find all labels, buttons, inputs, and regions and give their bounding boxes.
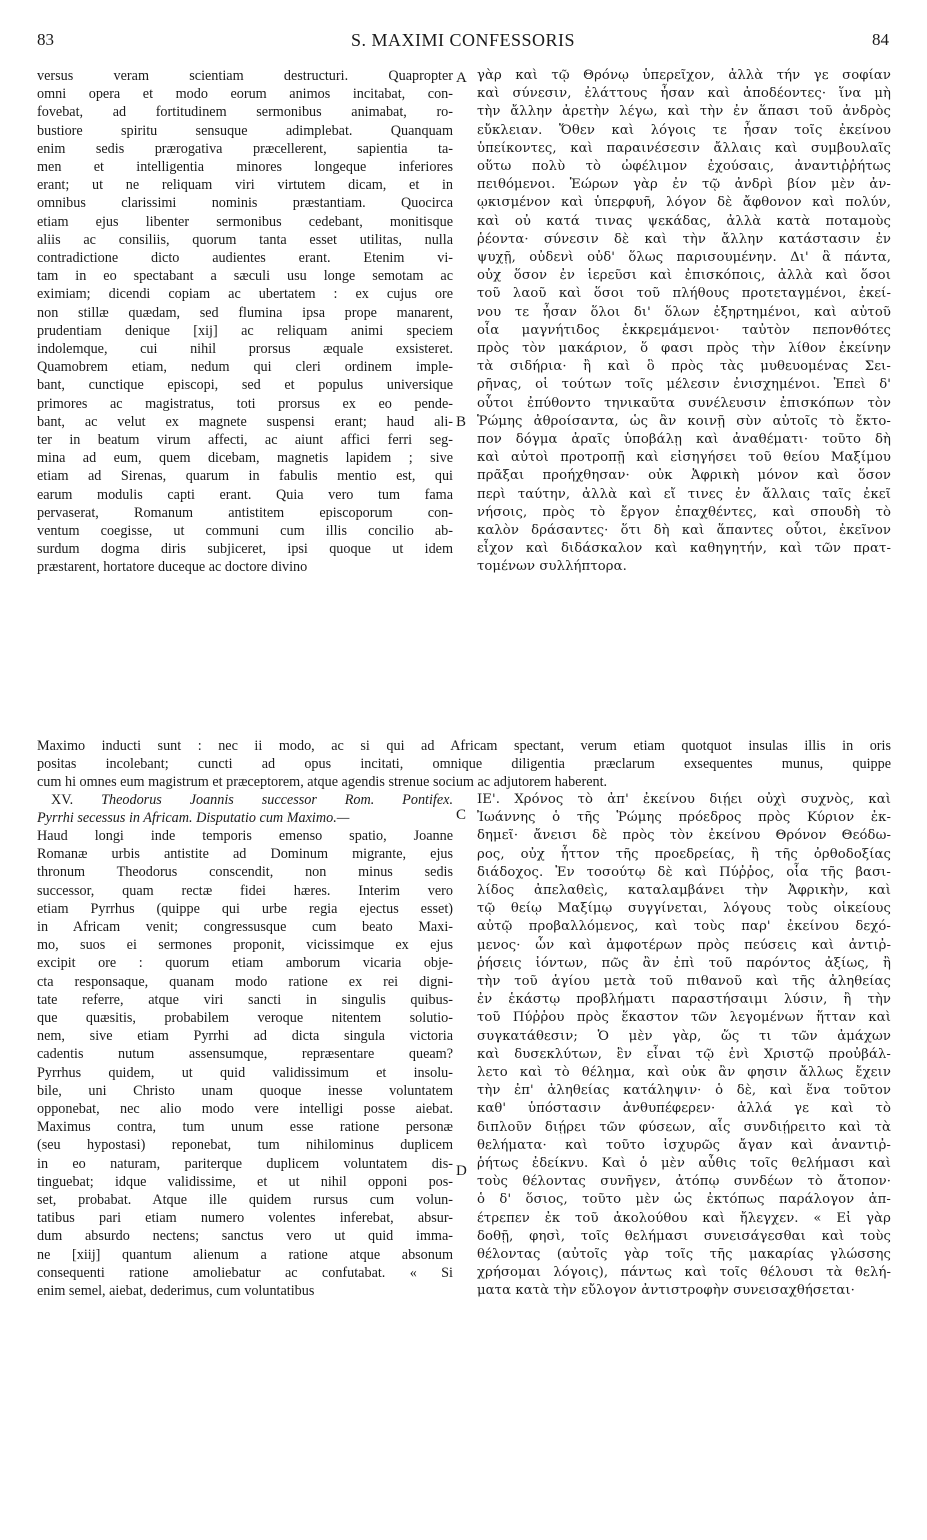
greek-bottom-line: ὁ δ' ὅσιος, τοῦτο μὲν ὡς ἐκτόπως παράλογον ἀπ- [477, 1192, 891, 1208]
greek-top-line: πον δόγμα ἀραῖς ὑποβάλῃ καὶ ἀναθέματι· τοῦτο δὴ [477, 432, 891, 448]
latin-bottom-line: in eo naturam, pariterque duplicem voluntatem dis- [37, 1155, 453, 1172]
latin-bottom-line: nem, sive etiam Pyrrhi ad dicta singula victoria [37, 1028, 453, 1045]
latin-bottom-line: cadentis nutum assensumque, repræsentare queam? [37, 1046, 453, 1063]
greek-bottom-line: θέλοντας (αὐτοῖς γὰρ τοῖς τῆς μακαρίας γλώσσης [477, 1247, 891, 1263]
section-title-part-1: Theodorus Joannis successor Rom. Pontifex. [101, 792, 454, 808]
greek-top-line: εἶχον καὶ διδάσκαλον καὶ καθηγητήν, καὶ τῶν πρατ- [477, 541, 891, 557]
latin-top-line: contradictione dicto audientes erant. Etenim vi- [37, 250, 453, 267]
greek-top-line: οὐχ ὅσον ἐν ἱερεῦσι καὶ ἐπισκόποις, ἀλλὰ καὶ ὅσοι [477, 268, 891, 284]
greek-top-line: ψυχῇ, οὐδενὶ οὐδ' ὅλως παρισουμένην. Δι' ἃ πάντα, [477, 250, 891, 266]
greek-bottom-line: Ἰωάννης ὁ τῆς Ῥώμης πρόεδρος πρὸς Κύριον ἐκ- [477, 810, 891, 826]
latin-bottom-line: cta responsaque, quanam modo ratione ex rei digni- [37, 973, 453, 990]
greek-top-line: ῥέοντα· σύνεσιν δὲ καὶ τὴν ἄλλην κατάστασιν ἐν [477, 231, 891, 247]
latin-bottom-line: tatibus pari etiam numero volentes inferebat, absur- [37, 1210, 453, 1227]
latin-top-line: Quamobrem etiam, nedum qui cleri ordinem imple- [37, 359, 453, 376]
greek-top-line: πρᾶξαι προήχθησαν· οὐκ Ἀφρικὴ μόνον καὶ ὅσον [477, 468, 891, 484]
latin-bottom-line: in Africam venit; congressusque cum beato Maxi- [37, 919, 453, 936]
greek-bottom-line: τὴν ἐπ' ἀληθείας κατάληψιν· ὁ δὲ, καὶ ἕνα τοῦτον [477, 1083, 891, 1099]
latin-top-line: mina ad eum, quem dicebam, magnetis lapidem ; sive [37, 450, 453, 467]
greek-bottom-line: χρήσομαι λόγοις), πάντως καὶ τοῖς θέλουσι τὰ θελή- [477, 1265, 891, 1281]
latin-top-line: men et intelligentia minores longeque inferiores [37, 159, 453, 176]
page-number-left: 83 [37, 30, 54, 49]
greek-top-line: οἷα μαγνήτιδος ἐκκρεμάμενοι· ταὐτὸν πεπονθότες [477, 322, 891, 338]
full-width-line: cum hi omnes eum magistrum et præceptorem, atque agendis strenue socium ac adjutorem haberent. [37, 774, 608, 791]
margin-marker-d: D [456, 1163, 467, 1179]
greek-bottom-line: τῷ θείῳ Μαξίμῳ συγγίνεται, λόγους τοὺς οἰκείους [477, 901, 891, 917]
greek-bottom-line: δημεῖ· ἄνεισι δὲ πρὸς τὸν ἐκείνου Θρόνον Θεόδω- [477, 828, 891, 844]
page-header [37, 30, 889, 54]
latin-bottom-line: Haud longi inde temporis emenso spatio, Joanne [37, 828, 453, 844]
latin-top-line: primores ac magistratus, toti prorsus ex eo pende- [37, 395, 453, 412]
greek-top-line: νήσοις, πρὸς τὸ ἔργον ἐπαχθέντες, καὶ σπουδὴ τὸ [477, 504, 891, 520]
latin-bottom-line: mo, suos ei sermones proponit, vicissimque ex ejus [37, 937, 453, 954]
latin-top-line: bant, ac velut ex magnete suspensi erant; haud ali- [37, 413, 453, 430]
greek-top-line: καλὸν δράσαντες· ὅτι δὴ καὶ ἅπαντες οὗτοι, ἐκεῖνον [477, 523, 891, 539]
latin-bottom-line: Pyrrhus quidem, ut quid validissimum et insolu- [37, 1064, 453, 1081]
latin-bottom-line: Romanæ urbis antistite ad Dominum migrante, ejus [37, 846, 453, 863]
latin-bottom-line: enim semel, aiebat, dederimus, cum voluntatibus [37, 1283, 315, 1300]
greek-bottom-line: τοῦ Πύῤῥου πρὸς ἕκαστον τῶν λεγομένων ἥτταν καὶ [477, 1010, 891, 1026]
greek-bottom-line: θελήματα· καὶ τοῦτο ἰσχυρῶς ἄγαν καὶ ἀναντιῤ- [477, 1137, 891, 1153]
latin-bottom-line: que quæsitis, probabilem veroque nitentem solutio- [37, 1010, 453, 1027]
greek-top-line: οὕτω πολὺ τὸ ὠφέλιμον ἐχούσαις, ἀναντιῤῥήτως [477, 159, 891, 175]
greek-top-line: εὔκλειαν. Ὅθεν καὶ λόγοις τε ἦσαν τοῖς ἐκείνου [477, 122, 891, 138]
greek-top-line: περὶ ταύτην, ἀλλὰ καὶ εἴ τινες ἐν ἄλλαις ταῖς ἐκεῖ [477, 486, 891, 502]
margin-marker-b: B [456, 414, 467, 430]
greek-bottom-line: έτρεπεν ἐκ τοῦ ἀκολούθου καὶ ἤλεγχεν. « Εἰ γὰρ [477, 1210, 891, 1226]
latin-top-line: prudentiam denique [xij] ac reliquam animi speciem [37, 322, 453, 339]
greek-bottom-line: καθ' ὑπόστασιν ἀνθυπέφερεν· ἀλλά γε καὶ τὸ [477, 1101, 891, 1117]
latin-top-line: fovebat, ad fortitudinem sermonibus animabat, ro- [37, 104, 453, 121]
greek-bottom-line: ἐν ἑκάστῳ προβλήματι παραστήσαιμι λύσιν, ἢ τὴν [477, 992, 891, 1008]
greek-column-top [477, 67, 891, 577]
latin-bottom-line: set, probabat. Atque ille quidem rursus cum volun- [37, 1192, 453, 1209]
latin-top-line: bustiore spiritu sensuque adimplebat. Quanquam [37, 122, 453, 139]
latin-bottom-line: opponebat, nec alio modo vere intelligi posse aiebat. [37, 1101, 453, 1118]
greek-bottom-line: διπλοῦν διῄρει τῶν φύσεων, αἷς συνδιῄρειτο καὶ τὰ [477, 1119, 891, 1135]
latin-top-line: non stillæ quædam, sed flumina ipsa prope manarent, [37, 304, 453, 321]
greek-top-line: οὗτοι ἐπύθοντο τηνικαῦτα συνέλευσιν ἐπισκόπων τὸν [477, 395, 891, 411]
greek-column-bottom [477, 791, 891, 1301]
latin-top-line: versus veram scientiam destructuri. Quapropter [37, 68, 453, 84]
greek-top-line: καὶ σύνεσιν, ἐλάττους ἦσαν καὶ ἀποδέοντες· ἵνα μὴ [477, 86, 891, 102]
latin-top-line: pervaserat, Romanum antistitem episcoporum con- [37, 504, 453, 521]
full-width-paragraph [37, 737, 891, 792]
greek-top-line: πειθόμενοι. Ἑώρων γὰρ ἐν τῷ ἀνδρὶ βίον μὲν ἀν- [477, 177, 891, 193]
latin-top-line: omnibus clarissimi nominis præstantiam. Quocirca [37, 195, 453, 212]
latin-bottom-line: ne [xiij] quantum alienum a ratione atque absonum [37, 1246, 453, 1263]
latin-column-top [37, 67, 453, 577]
latin-top-line: indolemque, cui nihil prorsus æquale exsisteret. [37, 341, 453, 358]
greek-top-line: καὶ οὐ κατά τινας ψεκάδας, ἀλλὰ κατὰ ποταμοὺς [477, 213, 891, 229]
latin-top-line: erant; ut ne reliquam viri virtutem dicam, et in [37, 177, 453, 194]
latin-top-line: bant, cunctique episcopi, sed et populus universique [37, 377, 453, 394]
latin-top-line: aliis ac consiliis, quorum tanta esset utilitas, nulla [37, 231, 453, 248]
latin-top-line: enim sedis prærogativa præcellerent, sapientia ta- [37, 140, 453, 157]
latin-bottom-line: consequenti ratione amoliebatur ac confutabat. « Si [37, 1264, 453, 1281]
section-title-part-2: Pyrrhi secessus in Africam. Disputatio cum Maximo.— [37, 810, 350, 827]
greek-top-line: τὰ σιδήρια· ἢ καὶ ὃ πρὸς τὰς μυθευομένας Σει- [477, 359, 891, 375]
greek-top-line: ρῆνας, οἱ τούτων τοῖς μέλεσιν ἐνισχημένοι. Ἐπεὶ δ' [477, 377, 891, 393]
greek-top-line: τὴν ἄλλην ἀρετὴν λέγω, καὶ τὴν ἐν ἅπασι τοῦ ἀνδρὸς [477, 104, 891, 120]
latin-bottom-line: dum absurdo nectens; sanctus vero ut quid imma- [37, 1228, 453, 1245]
greek-bottom-line: μενος· ὧν καὶ ἀμφοτέρων πρὸς πεύσεις καὶ ἀντιῤ- [477, 937, 891, 953]
greek-top-line: τοῦ λαοῦ καὶ ὅσοι τοῦ πλήθους προτεταγμένοι, ἐκεί- [477, 286, 891, 302]
latin-top-line: etiam ejus libenter sermonibus cedebant, monitisque [37, 213, 453, 230]
section-number: XV. [51, 792, 74, 808]
greek-bottom-line: λίδος ἀπελαθεὶς, καταλαμβάνει τὴν Ἀφρικὴν, καὶ [477, 883, 891, 899]
greek-bottom-line: δοθῇ, φησὶ, τοῖς θελήμασι συνεισάγεσθαι καὶ τοὺς [477, 1228, 891, 1244]
greek-bottom-line: τοὺς θέλοντας συνῆγεν, ἀτόπῳ συνδέων τὸ ἄτοπον· [477, 1174, 891, 1190]
greek-top-line: καὶ αὐτοὶ προτροπῇ καὶ εἰσηγήσει τοῦ θείου Μαξίμου [477, 450, 891, 466]
latin-bottom-line: bile, uni Christo unam quoque inesse voluntatem [37, 1082, 453, 1099]
section-heading [37, 791, 453, 827]
latin-column-bottom [37, 827, 453, 1300]
latin-bottom-line: thronum Theodorus conscendit, non minus sedis [37, 864, 453, 881]
greek-top-line: νου τε ἦσαν ὅλοι δι' ὅλων ἐξηρτημένοι, καὶ αὐτοῦ [477, 304, 891, 320]
greek-top-line: τομένων συλλήπτορα. [477, 559, 627, 575]
running-title: S. MAXIMI CONFESSORIS [350, 30, 576, 50]
latin-top-line: ter in beatum virum affecti, ac aiunt affici ferri seg- [37, 432, 453, 449]
greek-top-line: γὰρ καὶ τῷ Θρόνῳ ὑπερεῖχον, ἀλλὰ τήν γε σοφίαν [477, 68, 891, 83]
margin-marker-c: C [456, 807, 467, 823]
full-width-line: positas incolebant; cuncti ad opus incitati, omnique diligentia præclarum exsequentes munus, quippe [37, 756, 891, 773]
latin-bottom-line: etiam Pyrrhus (quippe qui urbe regia ejectus esset) [37, 900, 453, 917]
section-heading-line-1 [37, 791, 453, 809]
greek-top-line: ὑπείκοντες, καὶ παραινέσεσιν ἄλλαις καὶ συμβουλαῖς [477, 140, 891, 156]
latin-bottom-line: tinguebat; idque validissime, et ut nihil opponi pos- [37, 1173, 453, 1190]
full-width-line: Maximo inducti sunt : nec ii modo, ac si qui ad Africam spectant, verum etiam quotquot insulas illis in oris [37, 738, 891, 754]
greek-bottom-line: τὴν τοῦ ἁγίου μετὰ τοῦ πιθανοῦ καὶ τῆς ἀληθείας [477, 974, 891, 990]
greek-bottom-line: λετο καὶ τὸ θέλημα, καὶ οὐκ ἂν φησιν ἄλλως ἔχειν [477, 1065, 891, 1081]
section-heading-line-2 [37, 809, 453, 827]
latin-bottom-line: (seu hypostasi) reponebat, tum nihilominus duplicem [37, 1137, 453, 1154]
latin-top-line: præstarent, hortatore duceque ac doctore divino [37, 559, 308, 576]
margin-marker-a: A [456, 70, 467, 86]
greek-top-line: ῳκισμένον καὶ ὑπερφυῆ, λόγον δὲ ἄφθονον καὶ πολύν, [477, 195, 891, 211]
latin-top-line: tam in eo spectabant a sæculi usu longe semotam ac [37, 268, 453, 285]
page-number-right: 84 [872, 30, 889, 49]
latin-bottom-line: Maximus contra, tum unum esse ratione personæ [37, 1119, 453, 1136]
greek-bottom-line: καὶ δυσεκλύτων, ἓν εἶναι τῷ ἑνὶ Χριστῷ προὐβάλ- [477, 1046, 891, 1062]
greek-top-line: Ῥώμης ἀθροίσαντα, ὡς ἂν κοινῇ σὺν αὐτοῖς τὸ ἔκτο- [477, 413, 891, 429]
latin-top-line: surdum dogma diris subjiceret, ipsi quoque ut idem [37, 541, 453, 558]
latin-top-line: ventum coegisse, ut communi cum illis concilio ab- [37, 523, 453, 540]
greek-bottom-line: ῥήσεις ἰόντων, πῶς ἂν ἐπὶ τοῦ παρόντος ἀξίως, ἢ [477, 955, 891, 971]
latin-top-line: eximiam; dicendi copiam ac ubertatem : ex cujus ore [37, 286, 453, 303]
greek-bottom-line: αὐτῷ προβαλλόμενος, καὶ τοὺς παρ' ἐκείνου δεχό- [477, 919, 891, 935]
latin-top-line: omni opera et modo eorum animos incitabat, con- [37, 86, 453, 103]
latin-bottom-line: tate referre, atque viri sancti in singulis quibus- [37, 991, 453, 1008]
greek-bottom-line: συγκατάθεσιν; Ὁ μὲν γὰρ, ὥς τι τῶν ἀμάχων [477, 1028, 891, 1044]
greek-bottom-line: ῥήτως ἐδείκνυ. Καὶ ὁ μὲν αὖθις τοῖς θελήμασι καὶ [477, 1156, 891, 1172]
greek-bottom-line: ματα κατὰ τὴν εὔλογον ἀντιστροφὴν συνεισαχθήσεται· [477, 1283, 855, 1299]
latin-top-line: etiam ad Sirenas, quarum in fabulis mentio est, qui [37, 468, 453, 485]
latin-top-line: earum modulis capti erant. Quia vero tum fama [37, 486, 453, 503]
greek-bottom-line: ΙΕ'. Χρόνος τὸ ἀπ' ἐκείνου διῄει οὐχὶ συχνὸς, καὶ [477, 792, 891, 807]
latin-bottom-line: successor, quam rectæ fidei hæres. Interim vero [37, 882, 453, 899]
greek-bottom-line: ρος, οὐχ ἧττον τῆς προεδρείας, ἢ τῆς ὀρθοδοξίας [477, 846, 891, 862]
greek-top-line: πρὸς τὸν μακάριον, ὅ φασι πρὸς τὴν λίθον ἐκείνην [477, 341, 891, 357]
greek-bottom-line: διάδοχος. Ἐν τοσούτῳ δὲ καὶ Πύῤῥος, οἷα τῆς βασι- [477, 864, 891, 880]
latin-bottom-line: excipit ore : quorum etiam amborum vicaria obje- [37, 955, 453, 972]
